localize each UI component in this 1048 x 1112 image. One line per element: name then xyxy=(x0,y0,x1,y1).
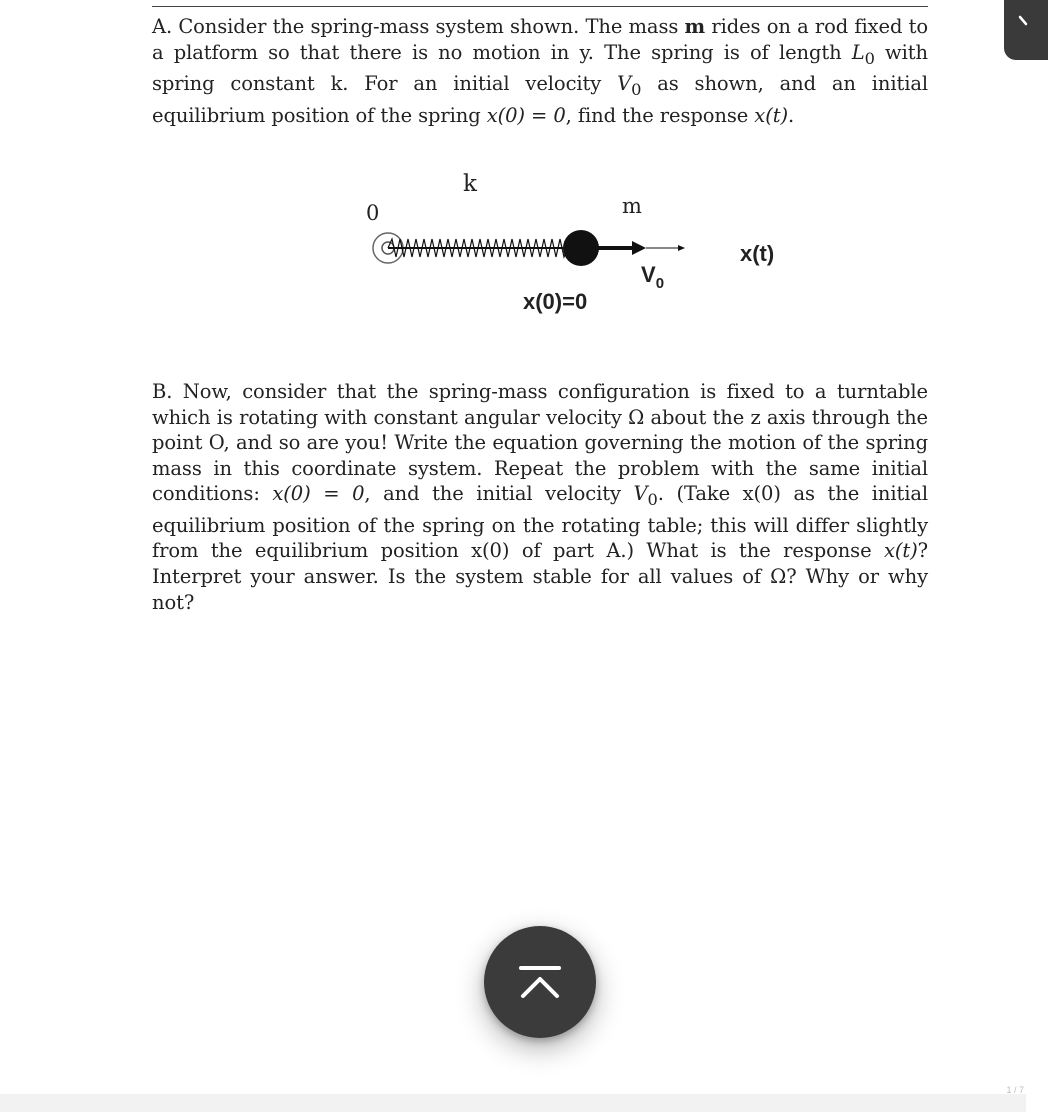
text: ? Interpret your answer. Is the system stable for all values of xyxy=(152,539,928,589)
math: x(t) xyxy=(883,539,918,563)
math: x(0) = 0 xyxy=(272,482,365,506)
text: about the z axis through the point O, and so are you! Write the equation governing the motion of the spring mass in this coordinate system. Repeat the problem with the same initial conditions: xyxy=(152,405,928,506)
text: with spring constant k. For an initial velocity xyxy=(152,40,928,96)
math: Ω xyxy=(770,565,787,589)
math-sub: 0 xyxy=(647,490,658,510)
bottom-bar xyxy=(0,1094,1026,1112)
math: x(0) = 0 xyxy=(486,103,566,127)
velocity-label: $V_0$ xyxy=(641,262,665,292)
text: A. Consider the spring-mass system shown. The mass xyxy=(152,15,685,38)
mass-label: m xyxy=(622,194,642,218)
side-panel-toggle[interactable] xyxy=(1004,0,1048,60)
text: . (Take x(0) as the initial equilibrium position of the spring on the rotating table; this will differ slightly from the equilibrium position x(0) of part A.) What is the response xyxy=(152,482,929,563)
page-indicator: 1 / 7 xyxy=(1006,1085,1024,1095)
origin-label: 0 xyxy=(366,201,380,225)
axis-arrowhead xyxy=(678,245,685,251)
spring-constant-label: k xyxy=(463,171,477,197)
math: V xyxy=(617,72,632,96)
text: ? Why or why not? xyxy=(152,565,929,614)
scroll-to-top-button[interactable] xyxy=(484,926,596,1038)
mass-symbol: m xyxy=(684,15,706,38)
scroll-to-top-icon xyxy=(518,965,562,999)
math: V xyxy=(633,482,648,506)
text: as shown, and an initial equilibrium position of the spring xyxy=(152,72,928,127)
problem-part-a xyxy=(152,14,928,128)
mass-ball xyxy=(563,230,599,266)
problem-part-b xyxy=(152,379,928,615)
math: L xyxy=(851,40,865,64)
text: . xyxy=(787,103,795,127)
chevron-icon xyxy=(1018,14,1032,28)
text: B. Now, consider that the spring-mass configuration is fixed to a turntable which is rotating with constant angular velocity xyxy=(152,380,928,429)
velocity-arrowhead xyxy=(632,241,646,255)
math-sub: 0 xyxy=(631,79,642,99)
math-sub: 0 xyxy=(864,48,875,68)
position-label: x(t) xyxy=(740,241,775,266)
initial-position-label: x(0)=0 xyxy=(523,289,588,314)
math: x(t) xyxy=(754,103,788,127)
spring-mass-diagram xyxy=(300,135,775,350)
top-divider xyxy=(152,6,928,7)
text: , find the response xyxy=(565,103,755,127)
math: Ω xyxy=(628,405,645,429)
text: rides on a rod fixed to a platform so that there is no motion in y. The spring is of length xyxy=(152,15,928,64)
text: , and the initial velocity xyxy=(364,482,634,506)
